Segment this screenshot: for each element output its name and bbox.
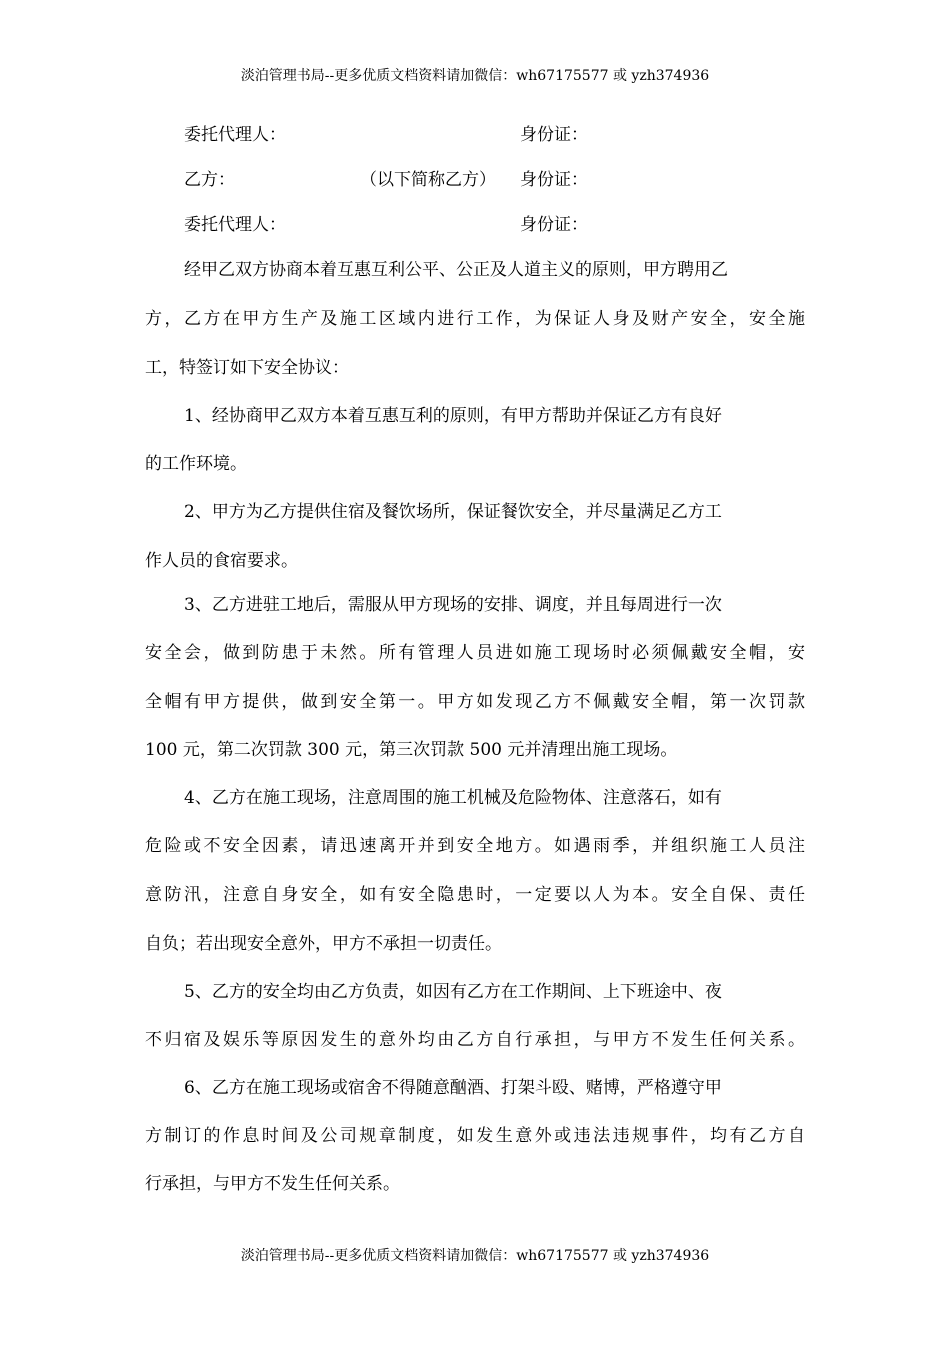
preamble-line-1: 经甲乙双方协商本着互惠互利公平、公正及人道主义的原则，甲方聘用乙 (184, 260, 728, 280)
clause-3-line-2: 安全会，做到防患于未然。所有管理人员进如施工现场时必须佩戴安全帽，安 (145, 643, 805, 663)
clause-4-line-1: 4、乙方在施工现场，注意周围的施工机械及危险物体、注意落石，如有 (184, 788, 722, 808)
clause-4-line-2: 危险或不安全因素，请迅速离开并到安全地方。如遇雨季，并组织施工人员注 (145, 836, 805, 856)
page-header: 淡泊管理书局--更多优质文档资料请加微信：wh67175577 或 yzh374936 (240, 68, 710, 84)
party-b-label: 乙方： (184, 170, 235, 190)
preamble-line-3: 工，特签订如下安全协议： (145, 358, 349, 378)
clause-1-line-2: 的工作环境。 (145, 454, 247, 474)
page-footer: 淡泊管理书局--更多优质文档资料请加微信：wh67175577 或 yzh374936 (240, 1248, 710, 1264)
agent-label: 委托代理人： (184, 215, 286, 235)
id-card-label: 身份证： (520, 125, 588, 145)
clause-3-line-1: 3、乙方进驻工地后，需服从甲方现场的安排、调度，并且每周进行一次 (184, 595, 722, 615)
id-card-label: 身份证： (520, 215, 588, 235)
clause-1-line-1: 1、经协商甲乙双方本着互惠互利的原则，有甲方帮助并保证乙方有良好 (184, 406, 722, 426)
preamble-line-2: 方，乙方在甲方生产及施工区域内进行工作，为保证人身及财产安全，安全施 (145, 309, 805, 329)
agent-label: 委托代理人： (184, 125, 286, 145)
clause-4-line-3: 意防汛，注意自身安全，如有安全隐患时，一定要以人为本。安全自保、责任 (145, 885, 805, 905)
clause-2-line-1: 2、甲方为乙方提供住宿及餐饮场所，保证餐饮安全，并尽量满足乙方工 (184, 502, 722, 522)
clause-6-line-1: 6、乙方在施工现场或宿舍不得随意酗酒、打架斗殴、赌博，严格遵守甲 (184, 1078, 722, 1098)
clause-3-line-4: 100 元，第二次罚款 300 元，第三次罚款 500 元并清理出施工现场。 (145, 740, 678, 760)
clause-4-line-4: 自负；若出现安全意外，甲方不承担一切责任。 (145, 934, 502, 954)
clause-6-line-2: 方制订的作息时间及公司规章制度，如发生意外或违法违规事件，均有乙方自 (145, 1126, 805, 1146)
id-card-label: 身份证： (520, 170, 588, 190)
party-b-note: （以下简称乙方） (360, 170, 496, 190)
clause-3-line-3: 全帽有甲方提供，做到安全第一。甲方如发现乙方不佩戴安全帽，第一次罚款 (145, 692, 805, 712)
clause-5-line-1: 5、乙方的安全均由乙方负责，如因有乙方在工作期间、上下班途中、夜 (184, 982, 722, 1002)
clause-2-line-2: 作人员的食宿要求。 (145, 551, 298, 571)
clause-6-line-3: 行承担，与甲方不发生任何关系。 (145, 1174, 400, 1194)
clause-5-line-2: 不归宿及娱乐等原因发生的意外均由乙方自行承担，与甲方不发生任何关系。 (145, 1030, 805, 1050)
